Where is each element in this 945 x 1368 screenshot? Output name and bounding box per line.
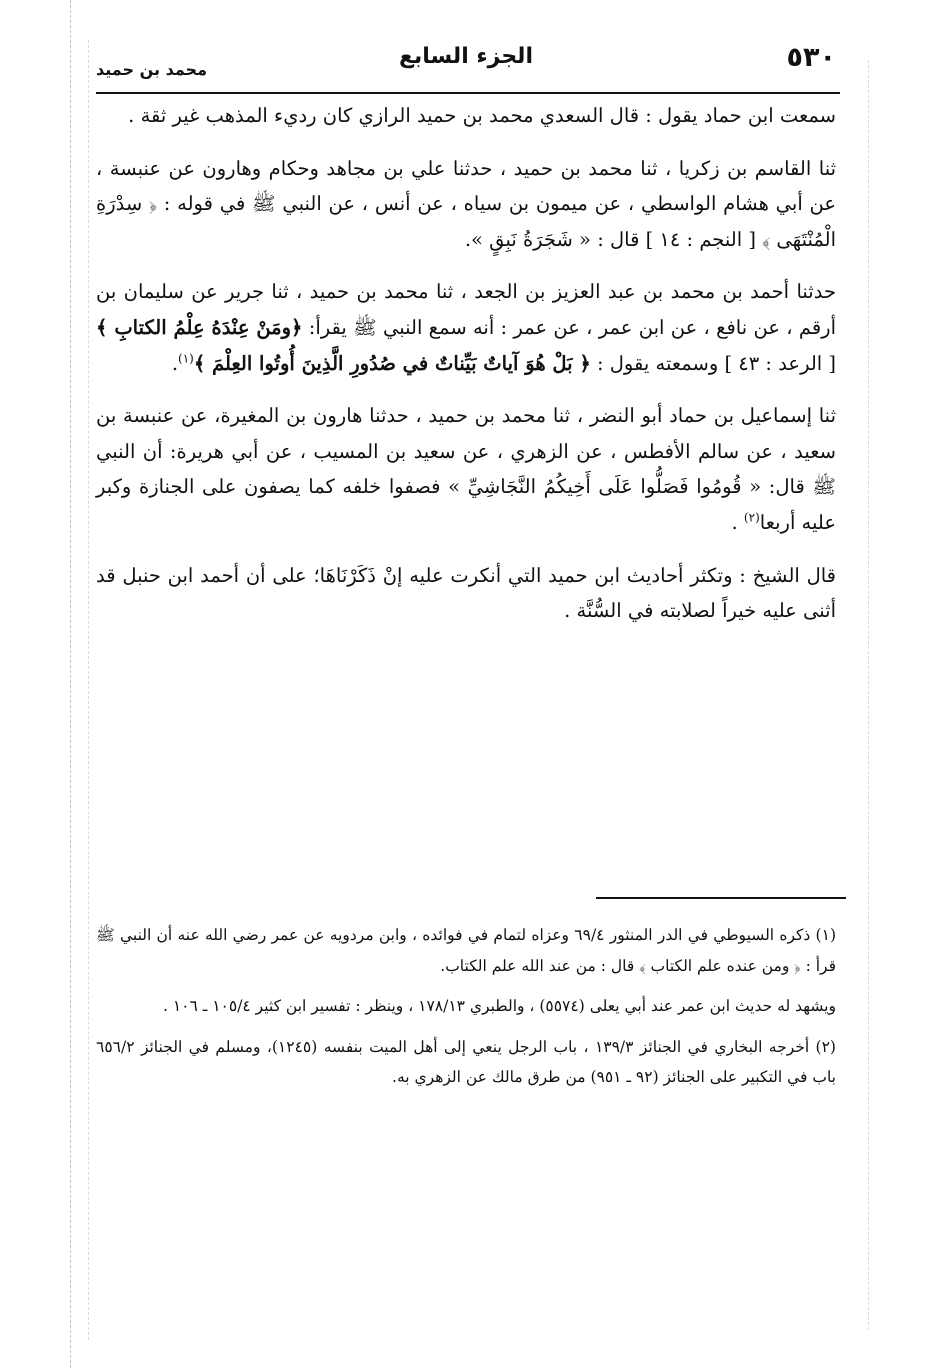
scan-edge-line	[868, 60, 869, 1330]
footnote-ref: (١)	[178, 351, 194, 366]
footnote: (٢) أخرجه البخاري في الجنائز ١٣٩/٣ ، باب الرجل ينعي إلى أهل الميت بنفسه (١٢٤٥)، ومسلم في الجنائز ٦٥٦/٢ باب في التكبير على الجنائز (٩٢ ـ ٩٥١) من طرق مالك عن الزهري به.	[96, 1037, 836, 1086]
quran-quote: ﴿ بَلْ هُوَ آياتٌ بَيِّناتٌ في صُدُورِ الَّذِينَ أُوتُوا العِلْمَ ﴾	[193, 351, 591, 375]
footnote: (١) ذكره السيوطي في الدر المنثور ٦٩/٤ وعزاه لتمام في فوائده ، وابن مردويه عن عمر رضي الله عنه أن النبي ﷺ قرأ : ﴿ ومن عنده علم الكتاب ﴾ قال : من عند الله علم الكتاب.	[96, 926, 836, 975]
paragraph-text: .	[731, 510, 744, 534]
paragraph-text: ثنا إسماعيل بن حماد أبو النضر ، ثنا محمد بن حميد ، حدثنا هارون بن المغيرة، عن عنبسة بن سعيد ، عن سالم الأفطس ، عن الزهري ، عن سعيد بن المسيب ، عن أبي هريرة: أن النبي ﷺ قال: « قُومُوا فَصَلُّوا عَلَى أَخِيكُمُ النَّجَاشِيِّ » فصفوا خلفه كما يصفون على الجنازة وكبر عليه أربعا	[96, 404, 836, 534]
footnote-ref: (٢)	[743, 510, 760, 525]
quran-quote: ﴿ومَنْ عِنْدَهُ عِلْمُ الكتابِ ﴾	[96, 315, 303, 339]
paragraph-text: حدثنا أحمد بن محمد بن عبد العزيز بن الجعد ، ثنا محمد بن حميد ، ثنا جرير عن سليمان بن أرقم ، عن نافع ، عن ابن عمر ، عن عمر : أنه سمع النبي ﷺ يقرأ:	[96, 280, 836, 339]
footnotes	[96, 920, 836, 1103]
paragraph: ثنا القاسم بن زكريا ، ثنا محمد بن حميد ، حدثنا علي بن مجاهد وحكام وهارون عن عنبسة ، عن أبي هشام الواسطي ، عن ميمون بن سياه ، عن أنس ، عن النبي ﷺ في قوله : ﴿ سِدْرَةِ الْمُنْتَهَى ﴾ [ النجم : ١٤ ] قال : « شَجَرَةُ نَبِقٍ ».	[96, 156, 837, 251]
footnote: ويشهد له حديث ابن عمر عند أبي يعلى (٥٥٧٤) ، والطبري ١٧٨/١٣ ، وينظر : تفسير ابن كثير ١٠٥/٤ ـ ١٠٦ .	[162, 997, 836, 1015]
scan-edge-line	[70, 0, 71, 1368]
footnote-rule	[596, 897, 846, 899]
running-head: محمد بن حميد	[96, 60, 207, 79]
part-title: الجزء السابع	[399, 44, 533, 69]
paragraph	[96, 398, 836, 540]
page-number: ٥٣٠	[786, 42, 836, 73]
paragraph-text: .	[171, 351, 179, 375]
main-text	[96, 98, 836, 646]
paragraph: قال الشيخ : وتكثر أحاديث ابن حميد التي أنكرت عليه إنْ ذَكَرْنَاهَا؛ على أن أحمد ابن حنبل قد أثنى عليه خيراً لصلابته في السُّنَّة .	[96, 563, 836, 623]
paragraph-text: [ الرعد : ٤٣ ] وسمعته يقول :	[590, 351, 836, 375]
paragraph: سمعت ابن حماد يقول : قال السعدي محمد بن حميد الرازي كان رديء المذهب غير ثقة .	[128, 104, 836, 127]
page-header	[96, 36, 836, 86]
scan-edge-line	[88, 40, 89, 1340]
paragraph	[96, 274, 836, 381]
header-rule	[96, 92, 840, 94]
